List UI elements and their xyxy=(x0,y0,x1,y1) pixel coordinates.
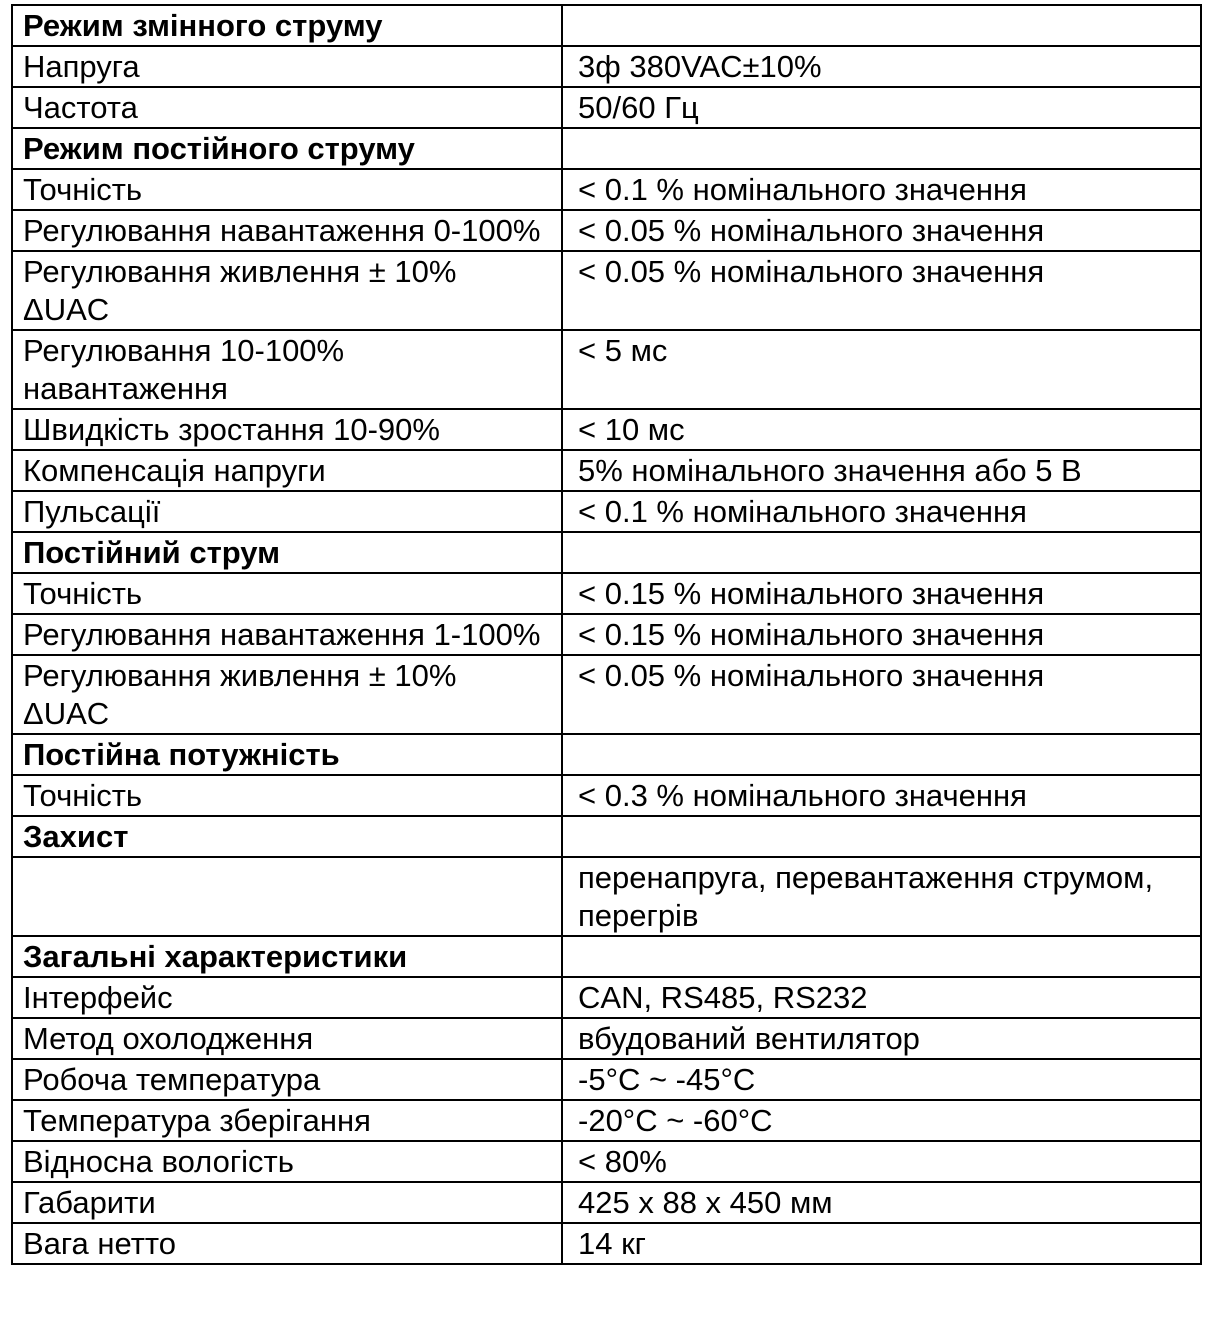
parameter-name: Пульсації xyxy=(12,491,562,532)
parameter-name xyxy=(12,857,562,936)
parameter-name: Робоча температура xyxy=(12,1059,562,1100)
table-row xyxy=(12,573,1201,614)
parameter-value: -20°C ~ -60°C xyxy=(562,1100,1201,1141)
parameter-value: < 0.1 % номінального значення xyxy=(562,491,1201,532)
parameter-value: перенапруга, перевантаження струмом, перегрів xyxy=(562,857,1201,936)
parameter-value xyxy=(562,128,1201,169)
table-row xyxy=(12,87,1201,128)
table-row xyxy=(12,655,1201,734)
parameter-name: Точність xyxy=(12,573,562,614)
parameter-name: Напруга xyxy=(12,46,562,87)
spec-table-body xyxy=(12,5,1201,1264)
table-row xyxy=(12,1141,1201,1182)
table-row xyxy=(12,169,1201,210)
parameter-value: < 0.3 % номінального значення xyxy=(562,775,1201,816)
table-row xyxy=(12,491,1201,532)
parameter-name: Регулювання живлення ± 10% ΔUAC xyxy=(12,655,562,734)
parameter-value: < 0.15 % номінального значення xyxy=(562,573,1201,614)
table-row xyxy=(12,857,1201,936)
section-header-row xyxy=(12,128,1201,169)
parameter-value xyxy=(562,816,1201,857)
parameter-name: Регулювання навантаження 0-100% xyxy=(12,210,562,251)
table-row xyxy=(12,977,1201,1018)
section-title: Постійна потужність xyxy=(12,734,562,775)
parameter-name: Температура зберігання xyxy=(12,1100,562,1141)
parameter-value: < 0.05 % номінального значення xyxy=(562,251,1201,330)
parameter-value: < 0.05 % номінального значення xyxy=(562,210,1201,251)
section-header-row xyxy=(12,734,1201,775)
parameter-value: 14 кг xyxy=(562,1223,1201,1264)
section-header-row xyxy=(12,816,1201,857)
parameter-name: Інтерфейс xyxy=(12,977,562,1018)
section-title: Захист xyxy=(12,816,562,857)
section-header-row xyxy=(12,936,1201,977)
parameter-value: 5% номінального значення або 5 В xyxy=(562,450,1201,491)
parameter-value xyxy=(562,532,1201,573)
parameter-name: Швидкість зростання 10-90% xyxy=(12,409,562,450)
table-row xyxy=(12,1223,1201,1264)
parameter-value: -5°C ~ -45°C xyxy=(562,1059,1201,1100)
table-row xyxy=(12,614,1201,655)
section-title: Режим постійного струму xyxy=(12,128,562,169)
parameter-value: < 0.05 % номінального значення xyxy=(562,655,1201,734)
parameter-name: Регулювання 10-100% навантаження xyxy=(12,330,562,409)
parameter-value: < 0.15 % номінального значення xyxy=(562,614,1201,655)
parameter-value: 425 x 88 x 450 мм xyxy=(562,1182,1201,1223)
parameter-value: вбудований вентилятор xyxy=(562,1018,1201,1059)
parameter-value: < 10 мс xyxy=(562,409,1201,450)
parameter-value: 3ф 380VAC±10% xyxy=(562,46,1201,87)
table-row xyxy=(12,251,1201,330)
section-title: Постійний струм xyxy=(12,532,562,573)
parameter-name: Метод охолодження xyxy=(12,1018,562,1059)
parameter-value: CAN, RS485, RS232 xyxy=(562,977,1201,1018)
parameter-name: Габарити xyxy=(12,1182,562,1223)
parameter-name: Компенсація напруги xyxy=(12,450,562,491)
spec-table xyxy=(11,4,1202,1265)
table-row xyxy=(12,450,1201,491)
parameter-value: < 5 мс xyxy=(562,330,1201,409)
parameter-value xyxy=(562,734,1201,775)
parameter-name: Регулювання навантаження 1-100% xyxy=(12,614,562,655)
parameter-value: < 80% xyxy=(562,1141,1201,1182)
section-header-row xyxy=(12,5,1201,46)
parameter-name: Частота xyxy=(12,87,562,128)
table-row xyxy=(12,409,1201,450)
table-row xyxy=(12,1059,1201,1100)
parameter-value: 50/60 Гц xyxy=(562,87,1201,128)
table-row xyxy=(12,1018,1201,1059)
section-header-row xyxy=(12,532,1201,573)
parameter-name: Вага нетто xyxy=(12,1223,562,1264)
table-row xyxy=(12,46,1201,87)
parameter-value xyxy=(562,5,1201,46)
table-row xyxy=(12,210,1201,251)
parameter-name: Точність xyxy=(12,775,562,816)
section-title: Режим змінного струму xyxy=(12,5,562,46)
table-row xyxy=(12,1182,1201,1223)
parameter-name: Відносна вологість xyxy=(12,1141,562,1182)
table-row xyxy=(12,775,1201,816)
parameter-name: Точність xyxy=(12,169,562,210)
section-title: Загальні характеристики xyxy=(12,936,562,977)
parameter-name: Регулювання живлення ± 10% ΔUAC xyxy=(12,251,562,330)
parameter-value: < 0.1 % номінального значення xyxy=(562,169,1201,210)
table-row xyxy=(12,1100,1201,1141)
table-row xyxy=(12,330,1201,409)
parameter-value xyxy=(562,936,1201,977)
